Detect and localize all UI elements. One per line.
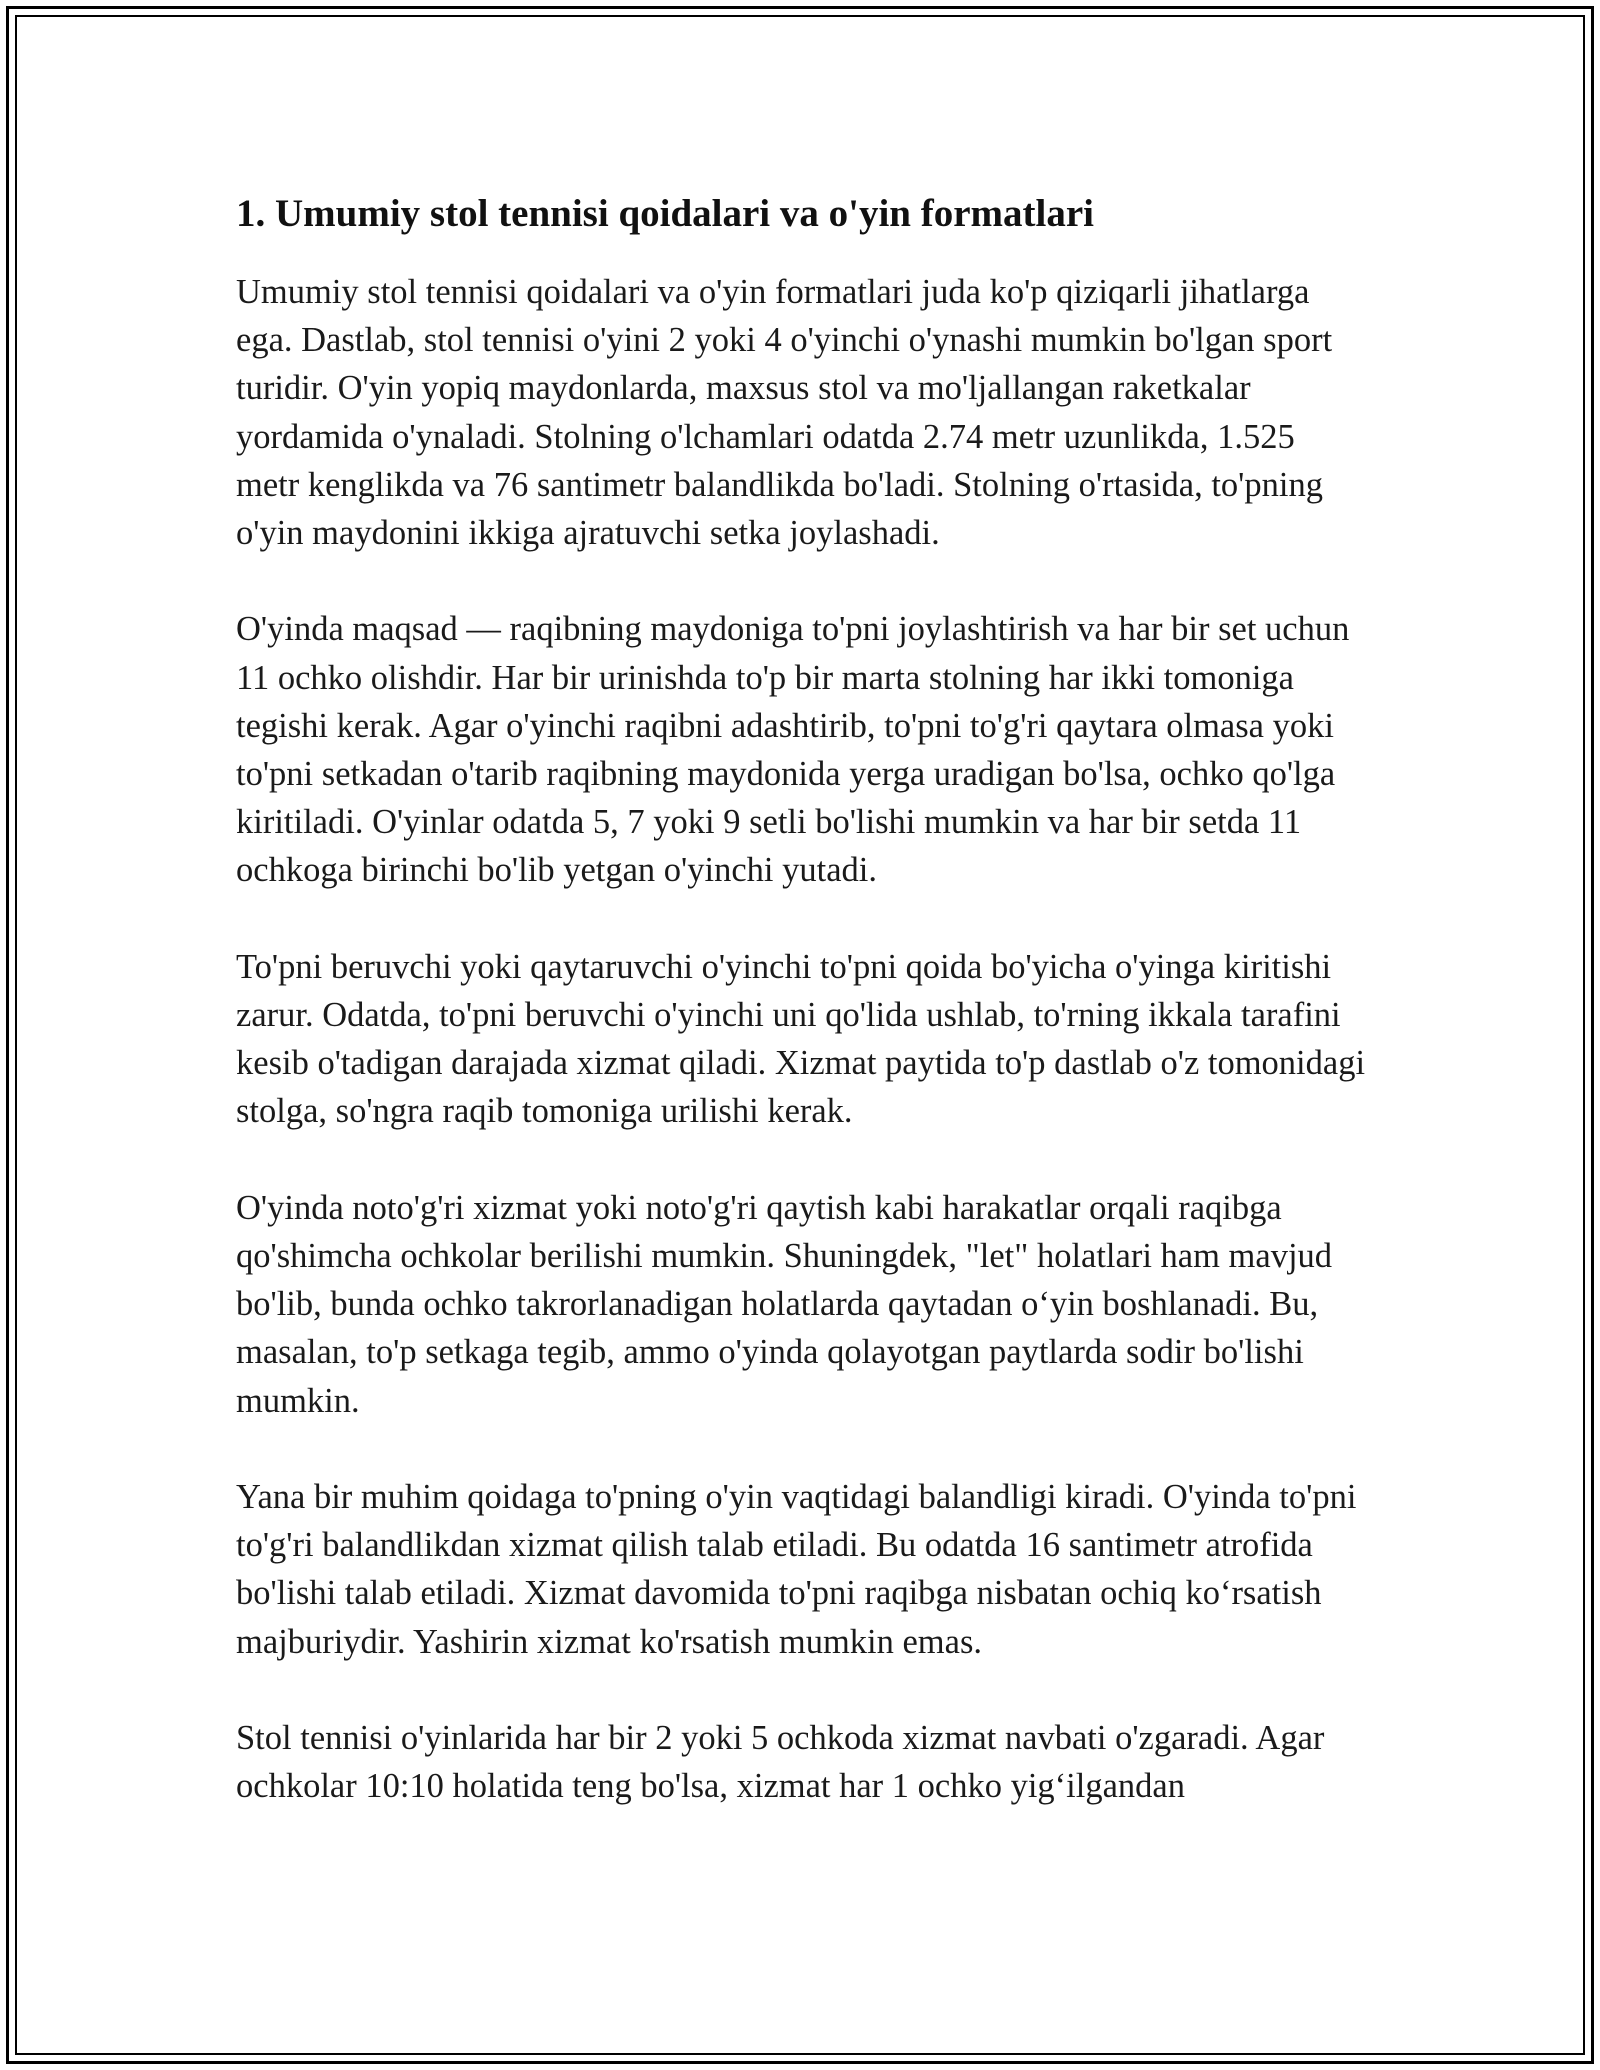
paragraph-1: Umumiy stol tennisi qoidalari va o'yin formatlari juda ko'p qiziqarli jihatlarga ega. Dastlab, stol tennisi o'yini 2 yoki 4 o'yinchi o'ynashi mumkin bo'lgan sport turidir. O'yin yopiq maydonlarda, maxsus stol va mo'ljallangan raketkalar yordamida o'ynaladi. Stolning o'lchamlari odatda 2.74 metr uzunlikda, 1.525 metr kenglikda va 76 santimetr balandlikda bo'ladi. Stolning o'rtasida, to'pning o'yin maydonini ikkiga ajratuvchi setka joylashadi. xyxy=(236,273,1333,553)
section-heading: 1. Umumiy stol tennisi qoidalari va o'yin formatlari xyxy=(236,192,1094,235)
document-body xyxy=(236,186,1366,1859)
paragraph-5: Yana bir muhim qoidaga to'pning o'yin vaqtidagi balandligi kiradi. O'yinda to'pni to'g'ri balandlikdan xizmat qilish talab etiladi. Bu odatda 16 santimetr atrofida bo'lishi talab etiladi. Xizmat davomida to'pni raqibga nisbatan ochiq ko‘rsatish majburiydir. Yashirin xizmat ko'rsatish mumkin emas. xyxy=(236,1478,1357,1661)
paragraph-2: O'yinda maqsad — raqibning maydoniga to'pni joylashtirish va har bir set uchun 11 ochko olishdir. Har bir urinishda to'p bir marta stolning har ikki tomoniga tegishi kerak. Agar o'yinchi raqibni adashtirib, to'pni to'g'ri qaytara olmasa yoki to'pni setkadan o'tarib raqibning maydonida yerga uradigan bo'lsa, ochko qo'lga kiritiladi. O'yinlar odatda 5, 7 yoki 9 setli bo'lishi mumkin va har bir setda 11 ochkoga birinchi bo'lib yetgan o'yinchi yutadi. xyxy=(236,610,1350,890)
paragraph-3: To'pni beruvchi yoki qaytaruvchi o'yinchi to'pni qoida bo'yicha o'yinga kiritishi zarur. Odatda, to'pni beruvchi o'yinchi uni qo'lida ushlab, to'rning ikkala tarafini kesib o'tadigan darajada xizmat qiladi. Xizmat paytida to'p dastlab o'z tomonidagi stolga, so'ngra raqib tomoniga urilishi kerak. xyxy=(236,947,1366,1131)
paragraph-6: Stol tennisi o'yinlarida har bir 2 yoki 5 ochkoda xizmat navbati o'zgaradi. Agar ochkolar 10:10 holatida teng bo'lsa, xizmat har 1 ochko yig‘ilgandan xyxy=(236,1719,1325,1806)
paragraph-4: O'yinda noto'g'ri xizmat yoki noto'g'ri qaytish kabi harakatlar orqali raqibga qo'shimcha ochkolar berilishi mumkin. Shuningdek, "let" holatlari ham mavjud bo'lib, bunda ochko takrorlanadigan holatlarda qaytadan o‘yin boshlanadi. Bu, masalan, to'p setkaga tegib, ammo o'yinda qolayotgan paytlarda sodir bo'lishi mumkin. xyxy=(236,1188,1333,1420)
